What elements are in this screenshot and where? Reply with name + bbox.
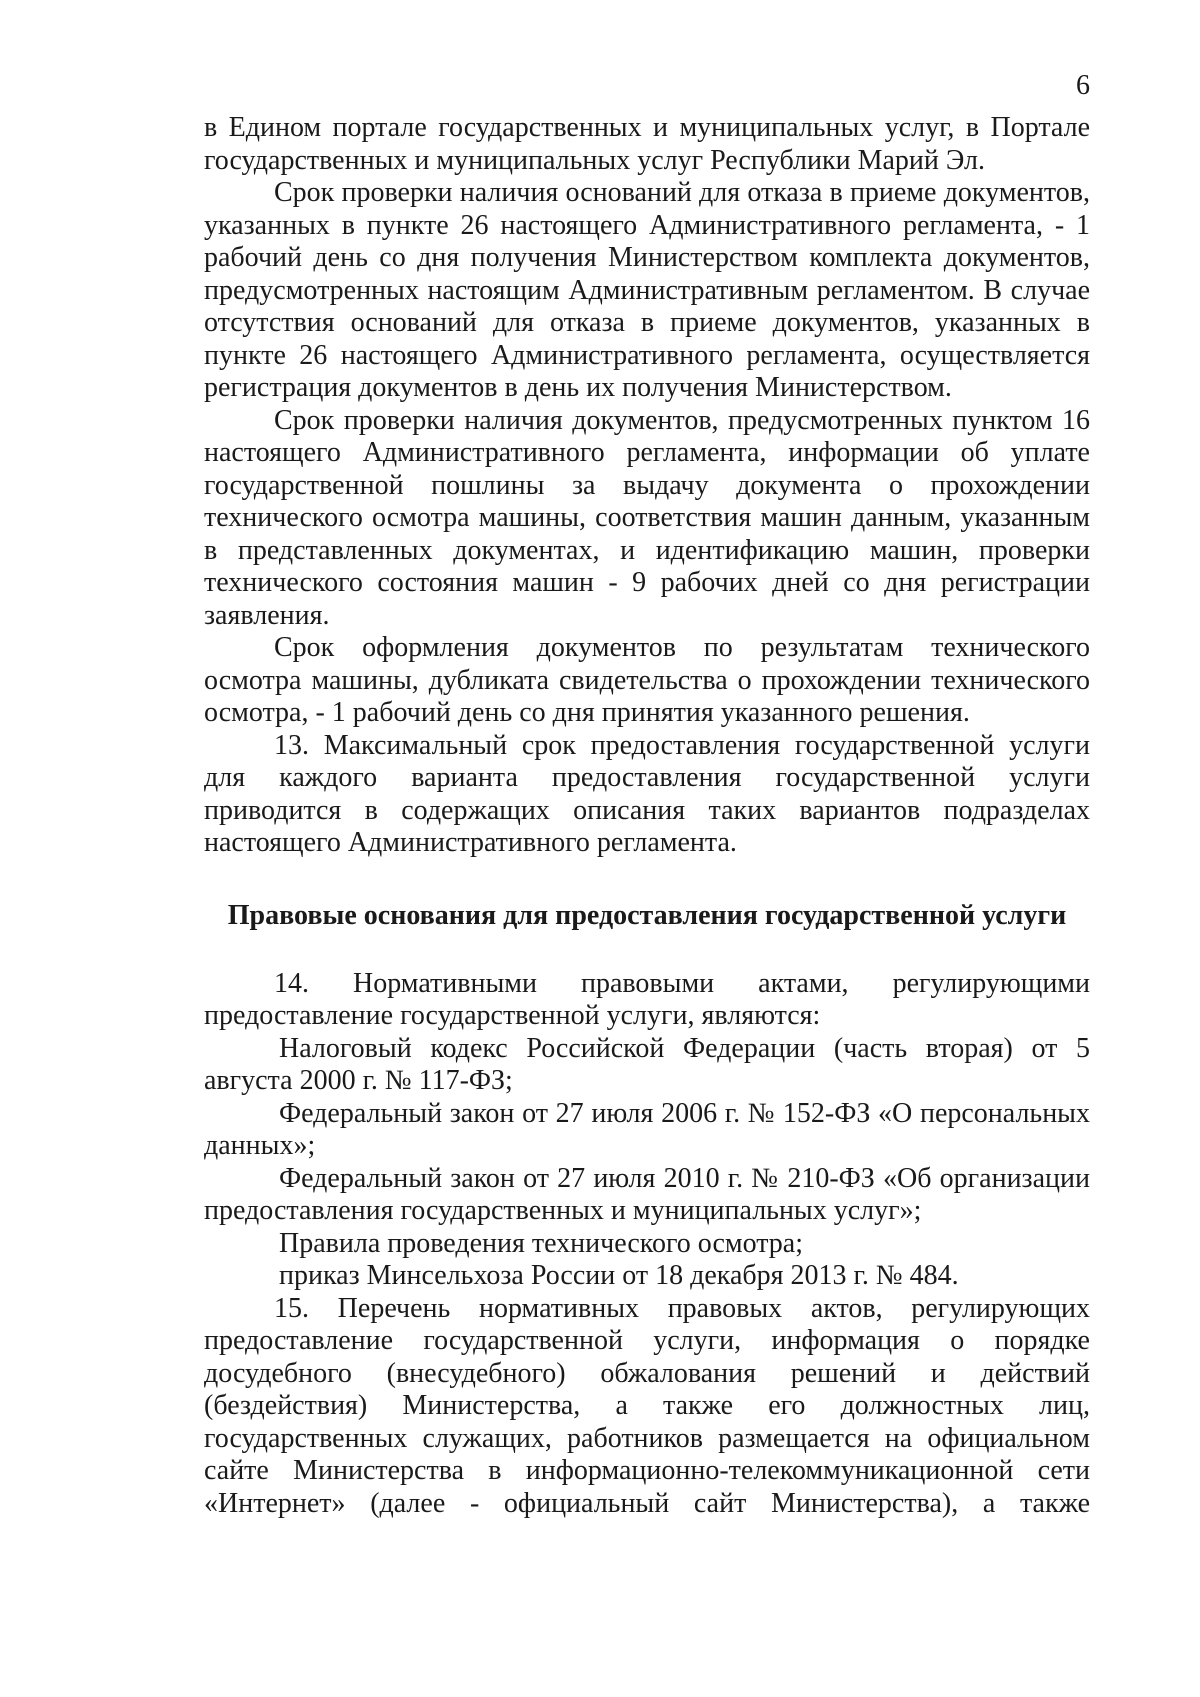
paragraph-portal-continuation: в Едином портале государственных и муниципальных услуг, в Портале государственных и муниципальных услуг Республики Марий Эл. — [204, 112, 1090, 176]
law-item-tax-code: Налоговый кодекс Российской Федерации (часть вторая) от 5 августа 2000 г. № 117-ФЗ; — [204, 1032, 1090, 1096]
paragraph-15-list-of-acts: 15. Перечень нормативных правовых актов, регулирующих предоставление государственной услуги, информация о порядке досудебного (внесудебного) обжалования решений и действий (бездействия) Министерства, а также его должностных лиц, государственных служащих, работников размещается на официальном сайте Министерства в информационно-телекоммуникационной сети «Интернет» (далее - официальный сайт Министерства), а также — [204, 1292, 1090, 1519]
paragraph-processing-term: Срок оформления документов по результатам технического осмотра машины, дубликата свидетельства о прохождении технического осмотра, - 1 рабочий день со дня принятия указанного решения. — [204, 632, 1090, 728]
paragraph-check-grounds-refusal: Срок проверки наличия оснований для отказа в приеме документов, указанных в пункте 26 настоящего Административного регламента, - 1 рабочий день со дня получения Министерством комплекта документов, предусмотренных настоящим Административным регламентом. В случае отсутствия оснований для отказа в приеме документов, указанных в пункте 26 настоящего Административного регламента, осуществляется регистрация документов в день их получения Министерством. — [204, 177, 1090, 403]
page-number: 6 — [1076, 70, 1090, 101]
document-body — [204, 112, 1090, 1520]
law-item-minselhoz-order: приказ Минсельхоза России от 18 декабря 2013 г. № 484. — [279, 1260, 959, 1291]
law-item-personal-data: Федеральный закон от 27 июля 2006 г. № 152-ФЗ «О персональных данных»; — [204, 1097, 1090, 1161]
law-item-210-fz: Федеральный закон от 27 июля 2010 г. № 210-ФЗ «Об организации предоставления государственных и муниципальных услуг»; — [204, 1162, 1090, 1226]
law-item-inspection-rules: Правила проведения технического осмотра; — [279, 1227, 804, 1259]
section-heading-legal-grounds: Правовые основания для предоставления государственной услуги — [227, 899, 1067, 931]
paragraph-13-max-term: 13. Максимальный срок предоставления государственной услуги для каждого варианта предоставления государственной услуги приводится в содержащих описания таких вариантов подразделах настоящего Административного регламента. — [204, 729, 1090, 858]
paragraph-14-normative-acts: 14. Нормативными правовыми актами, регулирующими предоставление государственной услуги, являются: — [204, 967, 1090, 1031]
paragraph-check-documents-term: Срок проверки наличия документов, предусмотренных пунктом 16 настоящего Административного регламента, информации об уплате государственной пошлины за выдачу документа о прохождении технического осмотра машины, соответствия машин данным, указанным в представленных документах, и идентификацию машин, проверки технического состояния машин - 9 рабочих дней со дня регистрации заявления. — [204, 404, 1090, 631]
